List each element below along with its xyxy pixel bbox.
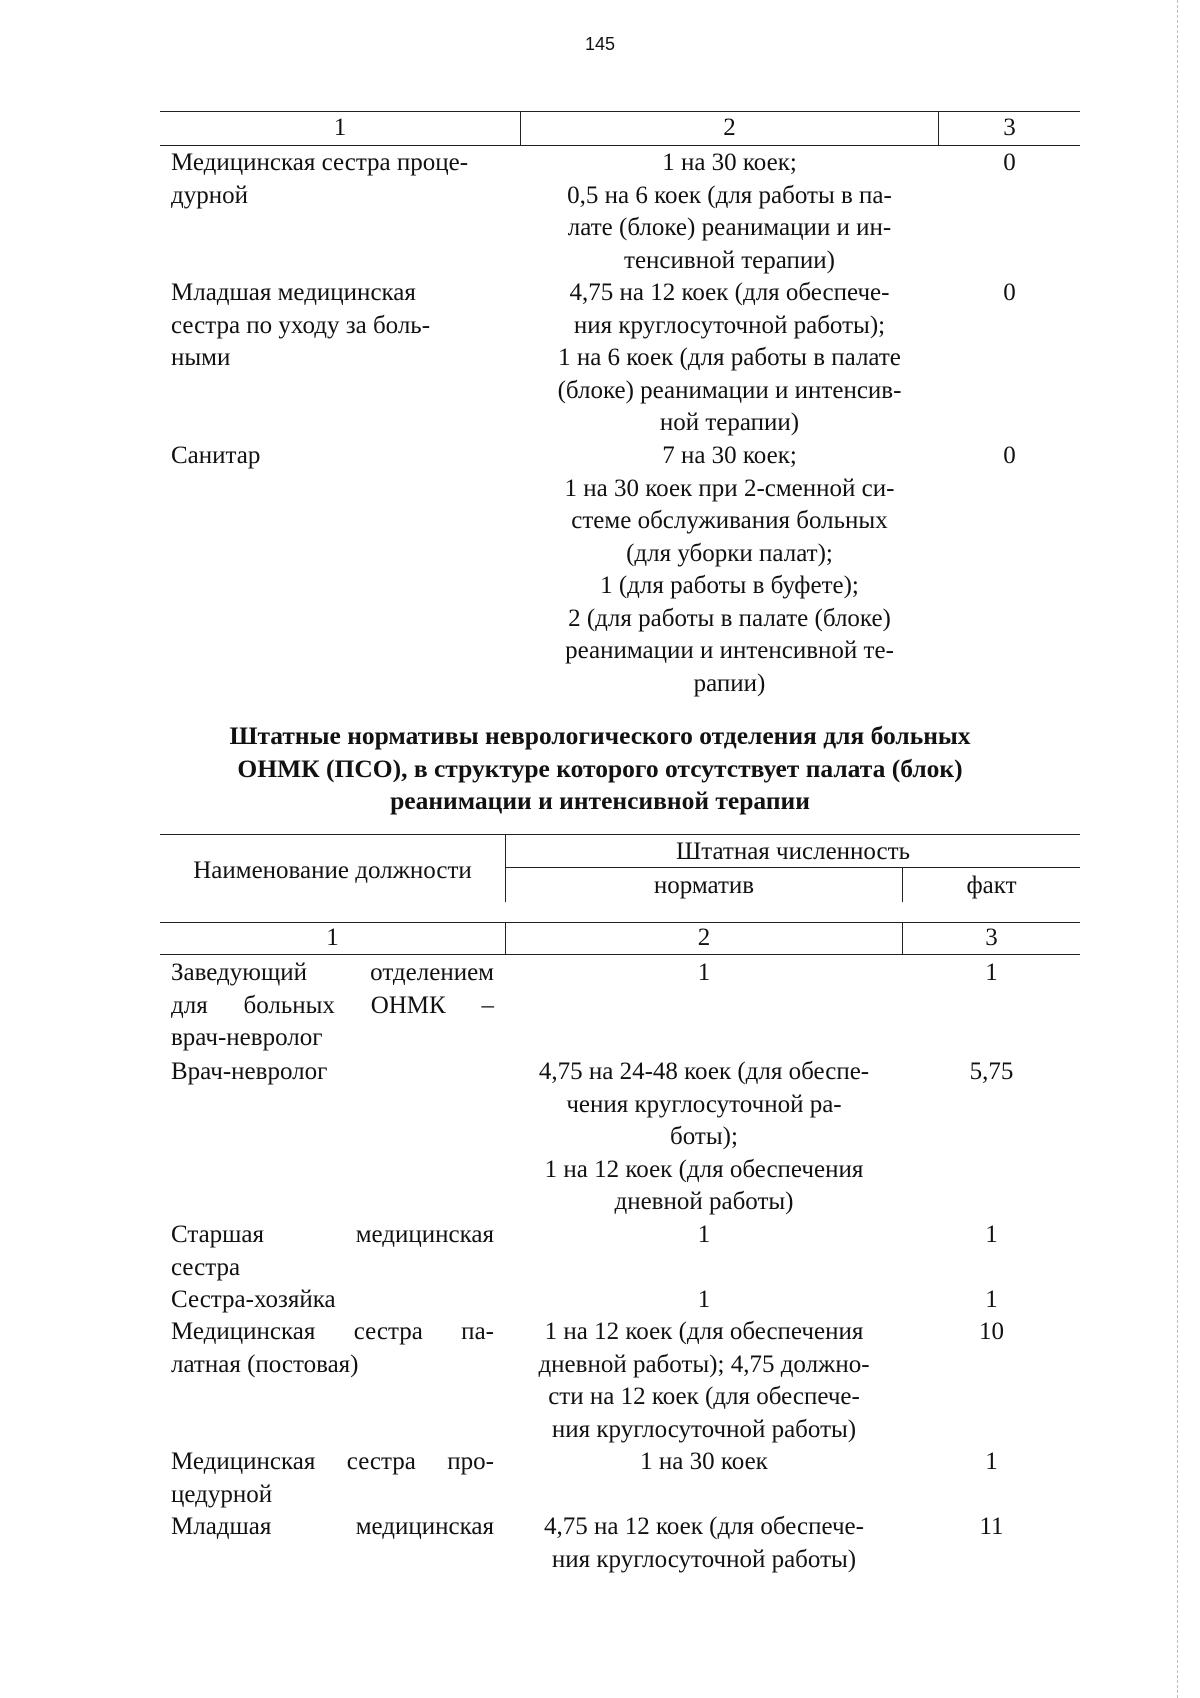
position-line: Старшая медицинская [171, 1221, 494, 1248]
norm-line: ния круглосуточной работы) [551, 1545, 857, 1573]
table1-row2-fact: 0 [1003, 279, 1016, 306]
norm-line: сти на 12 коек (для обеспече- [548, 1383, 860, 1410]
table2-row6-norm [506, 1446, 902, 1479]
table2-row7-fact: 11 [979, 1513, 1004, 1540]
norm-line: (блоке) реанимации и интенсив- [557, 376, 902, 404]
table1-header-rule [160, 145, 1080, 146]
table1-header-1: 1 [333, 114, 347, 141]
norm-line: ния круглосуточной работы); [573, 311, 886, 339]
norm-line: ной терапии) [659, 409, 800, 436]
column-header-staff: Штатная численность [676, 838, 910, 865]
norm-line: 0,5 на 6 коек (для работы в па- [567, 181, 892, 209]
position-line: сестра по уходу за боль- [171, 311, 431, 339]
norm-line: стеме обслуживания больных [571, 507, 888, 534]
table2-header-2: 2 [697, 924, 711, 951]
table2-row2-position [171, 1056, 494, 1089]
table2-header-1: 1 [326, 924, 339, 951]
norm-line: реанимации и интенсивной те- [565, 637, 894, 664]
table2-row1-norm [506, 957, 902, 990]
position-line: Сестра-хозяйка [171, 1286, 336, 1313]
position-line: Медицинская сестра проце- [171, 149, 469, 176]
table2-row5-norm [506, 1316, 902, 1446]
table2-row7-position [171, 1511, 494, 1544]
table1-row2-position [171, 277, 511, 375]
table2-row6-position [171, 1446, 494, 1511]
table1-header-3: 3 [1003, 114, 1016, 141]
table1-row3-norm [521, 440, 938, 700]
page-number: 145 [584, 34, 616, 54]
table2-row1-fact: 1 [985, 959, 998, 986]
norm-line: дневной работы); 4,75 должно- [538, 1350, 870, 1378]
norm-line: 1 на 12 коек (для обеспечения [544, 1318, 864, 1345]
norm-line: 1 [697, 959, 711, 986]
position-line: Медицинская сестра па- [171, 1318, 494, 1345]
table2-row2-fact: 5,75 [969, 1058, 1014, 1085]
table1-row2-norm [521, 277, 938, 440]
table2-header-3: 3 [985, 924, 998, 951]
position-line: Врач-невролог [171, 1058, 328, 1085]
norm-line: лате (блоке) реанимации и ин- [567, 214, 892, 241]
column-header-fact: факт [966, 872, 1017, 899]
norm-line: 4,75 на 24-48 коек (для обеспе- [538, 1058, 870, 1085]
norm-line: ния круглосуточной работы) [551, 1415, 857, 1443]
norm-line: 2 (для работы в палате (блоке) [568, 604, 891, 632]
norm-line: 1 на 6 коек (для работы в палате [558, 344, 901, 371]
norm-line: тенсивной терапии) [624, 246, 835, 274]
norm-line: 1 на 30 коек [640, 1448, 768, 1475]
table1-row1-norm [521, 147, 938, 277]
table2-row2-norm [506, 1056, 902, 1219]
section-heading [150, 720, 1050, 818]
page-edge-line [1177, 0, 1178, 1698]
norm-line: чения круглосуточной ра- [566, 1090, 842, 1118]
heading-line: ОНМК (ПСО), в структуре которого отсутствует палата (блок) [237, 753, 963, 783]
norm-line: 1 [697, 1286, 711, 1313]
table2-row4-fact: 1 [985, 1286, 998, 1313]
position-line: цедурной [171, 1480, 273, 1508]
table2-row5-fact: 10 [979, 1318, 1004, 1345]
position-line: дурной [171, 181, 248, 209]
position-line: Младшая медицинская [171, 1513, 494, 1540]
norm-line: дневной работы) [614, 1188, 794, 1215]
table2-row4-position [171, 1284, 494, 1317]
table2-row3-fact: 1 [985, 1221, 998, 1248]
norm-line: 1 на 12 коек (для обеспечения [544, 1155, 864, 1183]
table1-row1-fact: 0 [1003, 149, 1016, 176]
table2-row3-position [171, 1219, 494, 1284]
table1-row3-position [171, 440, 511, 473]
column-header-position: Наименование должности [193, 857, 472, 884]
table2-top-rule [160, 834, 1080, 835]
table2-row1-position [171, 957, 494, 1055]
norm-line: боты); [670, 1123, 738, 1150]
table1-row1-position [171, 147, 511, 212]
position-line: сестра [171, 1253, 241, 1281]
norm-line: 1 [697, 1221, 711, 1248]
heading-line: Штатные нормативы неврологического отделения для больных [229, 721, 971, 750]
position-line: Младшая медицинская [171, 279, 416, 306]
table2-row7-norm [506, 1511, 902, 1576]
position-line: Санитар [171, 442, 261, 469]
heading-line: реанимации и интенсивной терапии [390, 786, 810, 815]
norm-line: 4,75 на 12 коек (для обеспече- [569, 279, 890, 306]
norm-line: 4,75 на 12 коек (для обеспече- [544, 1513, 864, 1540]
position-line: Медицинская сестра про- [171, 1448, 494, 1475]
column-header-norm: норматив [653, 872, 755, 899]
position-line: ными [171, 344, 231, 371]
norm-line: 1 на 30 коек при 2-сменной си- [564, 474, 895, 502]
position-line: врач-невролог [171, 1024, 323, 1051]
norm-line: 7 на 30 коек; [662, 442, 797, 469]
table1-row3-fact: 0 [1003, 442, 1016, 469]
position-line: Заведующий отделением [171, 959, 494, 986]
table2-staff-rule [505, 867, 1080, 868]
table1-header-2: 2 [723, 114, 736, 141]
table2-row5-position [171, 1316, 494, 1381]
position-line: латная (постовая) [171, 1350, 359, 1378]
table2-row6-fact: 1 [985, 1448, 998, 1475]
table2-row4-norm [506, 1284, 902, 1317]
norm-line: рапии) [693, 669, 766, 697]
norm-line: (для уборки палат); [626, 539, 833, 567]
norm-line: 1 (для работы в буфете); [600, 572, 859, 599]
position-line: для больных ОНМК – [171, 991, 494, 1019]
norm-line: 1 на 30 коек; [662, 149, 797, 176]
table2-row3-norm [506, 1219, 902, 1252]
